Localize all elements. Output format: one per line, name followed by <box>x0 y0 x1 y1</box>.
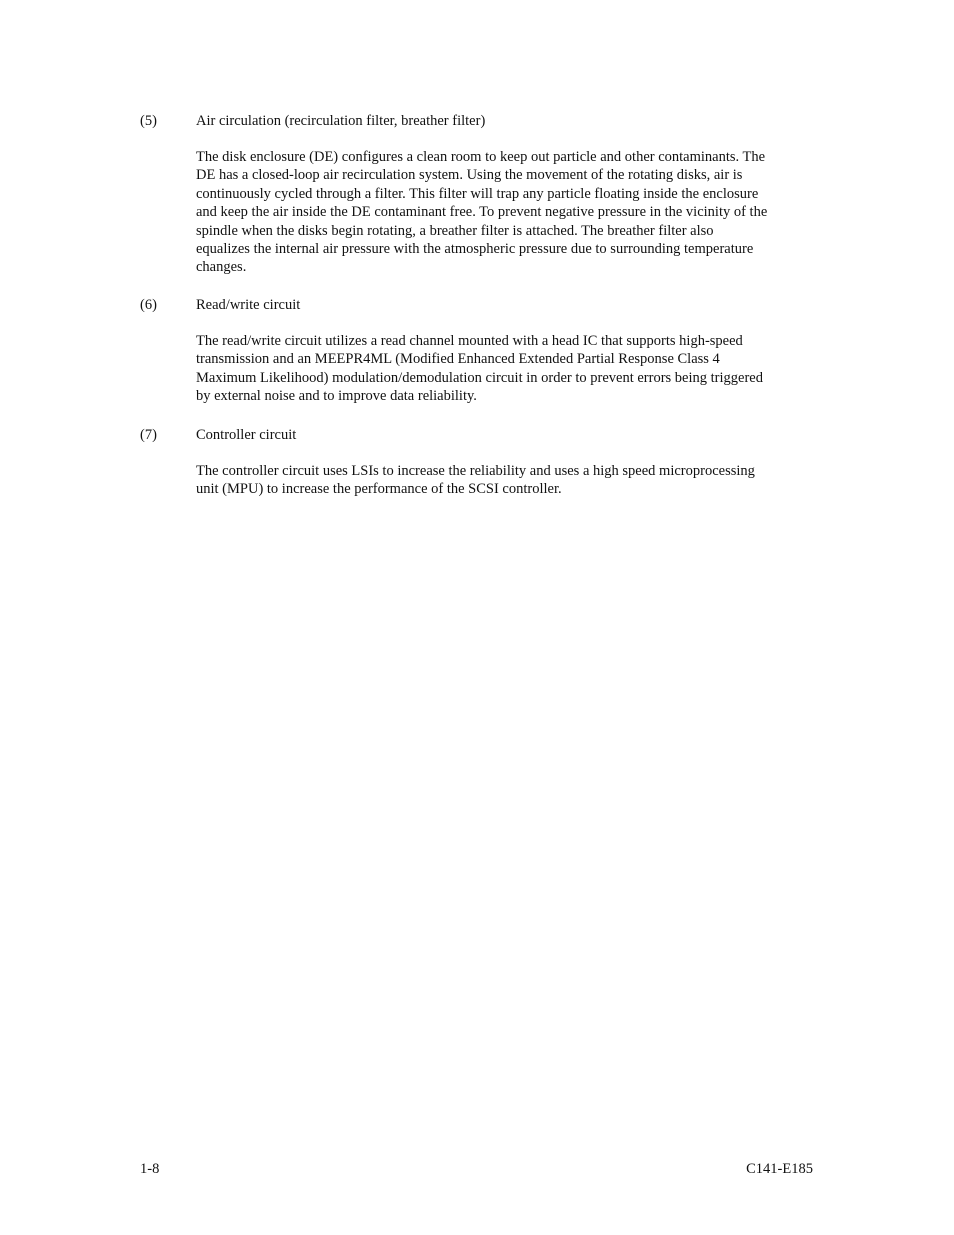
section-paragraph <box>196 148 820 277</box>
section-number: (6) <box>140 297 157 313</box>
footer-doc-code: C141-E185 <box>746 1161 813 1177</box>
section-title: Read/write circuit <box>196 297 301 313</box>
paragraph-line: and keep the air inside the DE contaminant free. To prevent negative pressure in the vicinity of the <box>196 204 768 221</box>
paragraph-line: unit (MPU) to increase the performance of the SCSI controller. <box>196 481 562 498</box>
section-title: Air circulation (recirculation filter, breather filter) <box>196 113 486 129</box>
paragraph-line: continuously cycled through a filter. This filter will trap any particle floating inside the enclosure <box>196 185 759 202</box>
section-number: (7) <box>140 427 157 443</box>
paragraph-line: transmission and an MEEPR4ML (Modified Enhanced Extended Partial Response Class 4 <box>196 351 720 368</box>
paragraph-line: The controller circuit uses LSIs to increase the reliability and uses a high speed microprocessing <box>196 463 755 479</box>
footer-page-number: 1-8 <box>140 1161 160 1177</box>
section-read-write-circuit <box>140 295 820 406</box>
paragraph-line: changes. <box>196 259 247 276</box>
paragraph-line: DE has a closed-loop air recirculation system. Using the movement of the rotating disks, air is <box>196 167 743 184</box>
section-paragraph <box>196 462 820 499</box>
section-heading <box>140 111 820 131</box>
section-heading <box>140 425 820 445</box>
paragraph-line: equalizes the internal air pressure with the atmospheric pressure due to surrounding temperature <box>196 241 754 258</box>
section-title: Controller circuit <box>196 427 297 443</box>
section-paragraph <box>196 332 820 406</box>
paragraph-line: The read/write circuit utilizes a read channel mounted with a head IC that supports high-speed <box>196 333 743 349</box>
paragraph-line: by external noise and to improve data reliability. <box>196 388 477 405</box>
section-heading <box>140 295 820 315</box>
paragraph-line: spindle when the disks begin rotating, a breather filter is attached. The breather filter also <box>196 222 714 239</box>
section-controller-circuit <box>140 425 820 499</box>
paragraph-line: Maximum Likelihood) modulation/demodulation circuit in order to prevent errors being triggered <box>196 369 763 386</box>
paragraph-line: The disk enclosure (DE) configures a clean room to keep out particle and other contaminants. The <box>196 149 766 165</box>
section-air-circulation <box>140 111 820 277</box>
section-number: (5) <box>140 113 157 129</box>
